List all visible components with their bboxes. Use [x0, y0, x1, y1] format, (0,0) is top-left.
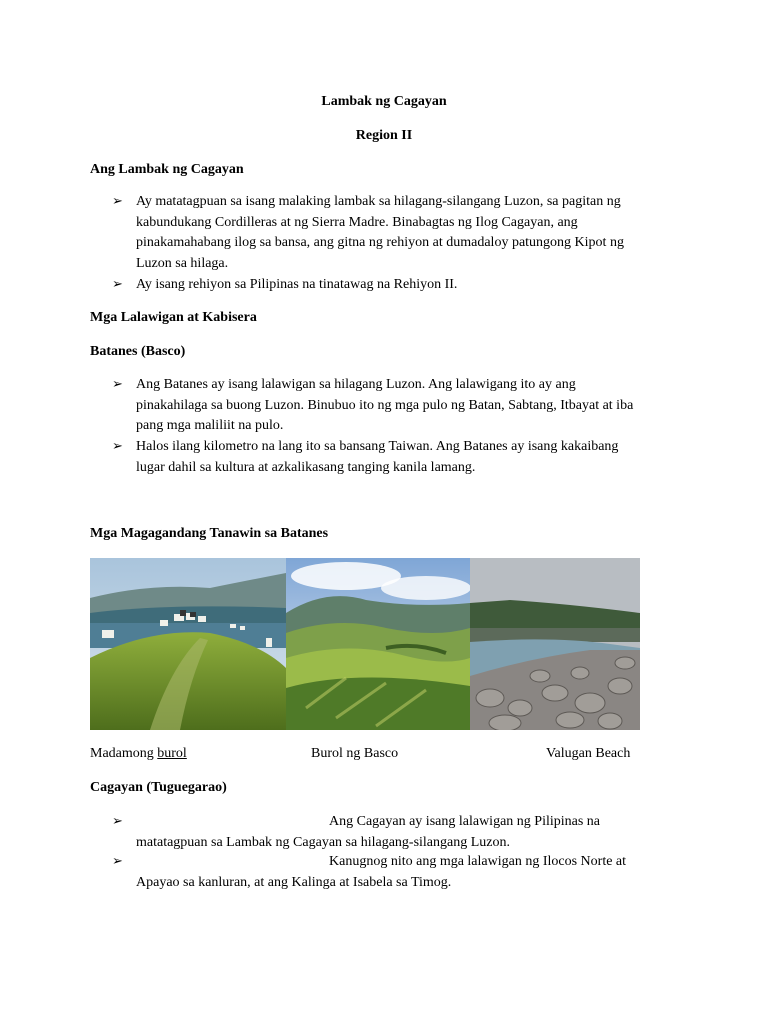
- photo-grassy-hill: [90, 558, 286, 730]
- bullet-text: Ay isang rehiyon sa Pilipinas na tinatawag na Rehiyon II.: [136, 277, 458, 292]
- bullet-arrow-icon: ➢: [112, 854, 123, 869]
- page-title: Lambak ng Cagayan: [321, 94, 447, 109]
- caption-madamong-burol: Madamong burol: [90, 746, 187, 761]
- bullet-arrow-icon: ➢: [112, 277, 123, 292]
- page-subtitle: Region II: [355, 128, 413, 143]
- section-heading-lambak: Ang Lambak ng Cagayan: [90, 162, 244, 177]
- bullet-text: Ang Batanes ay isang lalawigan sa hilagang Luzon. Ang lalawigang ito ay ang pinakahilaga sa buong Luzon. Binubuo ito ng mga pulo ng Batan, Sabtang, Itbayat at iba pang mga maliliit na pulo.: [136, 377, 634, 433]
- bullet-arrow-icon: ➢: [112, 814, 123, 829]
- bullet-text: Halos ilang kilometro na lang ito sa bansang Taiwan. Ang Batanes ay isang kakaibang lugar dahil sa kultura at azkalikasang tanging kanila lamang.: [136, 439, 619, 475]
- bullet-text: Ay matatagpuan sa isang malaking lambak sa hilagang-silangang Luzon, sa pagitan ng kabundukang Cordilleras at ng Sierra Madre. Binabagtas ng Ilog Cagayan, ang pinakamahabang ilog sa bansa, ang gitna ng rehiyon at dumadaloy patungong Kipot ng Luzon sa hilaga.: [136, 194, 624, 271]
- bullet-arrow-icon: ➢: [112, 194, 123, 209]
- section-heading-tanawin: Mga Magagandang Tanawin sa Batanes: [90, 526, 329, 541]
- caption-valugan-beach: Valugan Beach: [546, 746, 631, 761]
- photo-burol-ng-basco: [286, 558, 470, 730]
- section-heading-lalawigan: Mga Lalawigan at Kabisera: [90, 310, 257, 325]
- bullet-text: Kanugnog nito ang mga lalawigan ng Ilocos Norte at Apayao sa kanluran, at ang Kalinga at Isabela sa Timog.: [136, 854, 627, 890]
- photo-valugan-beach: [470, 558, 640, 730]
- caption-burol-ng-basco: Burol ng Basco: [311, 746, 399, 761]
- bullet-arrow-icon: ➢: [112, 377, 123, 392]
- province-heading-cagayan: Cagayan (Tuguegarao): [90, 780, 227, 795]
- province-heading-batanes: Batanes (Basco): [90, 344, 186, 359]
- bullet-arrow-icon: ➢: [112, 439, 123, 454]
- bullet-text: Ang Cagayan ay isang lalawigan ng Pilipinas na matatagpuan sa Lambak ng Cagayan sa hilagang-silangang Luzon.: [136, 814, 600, 850]
